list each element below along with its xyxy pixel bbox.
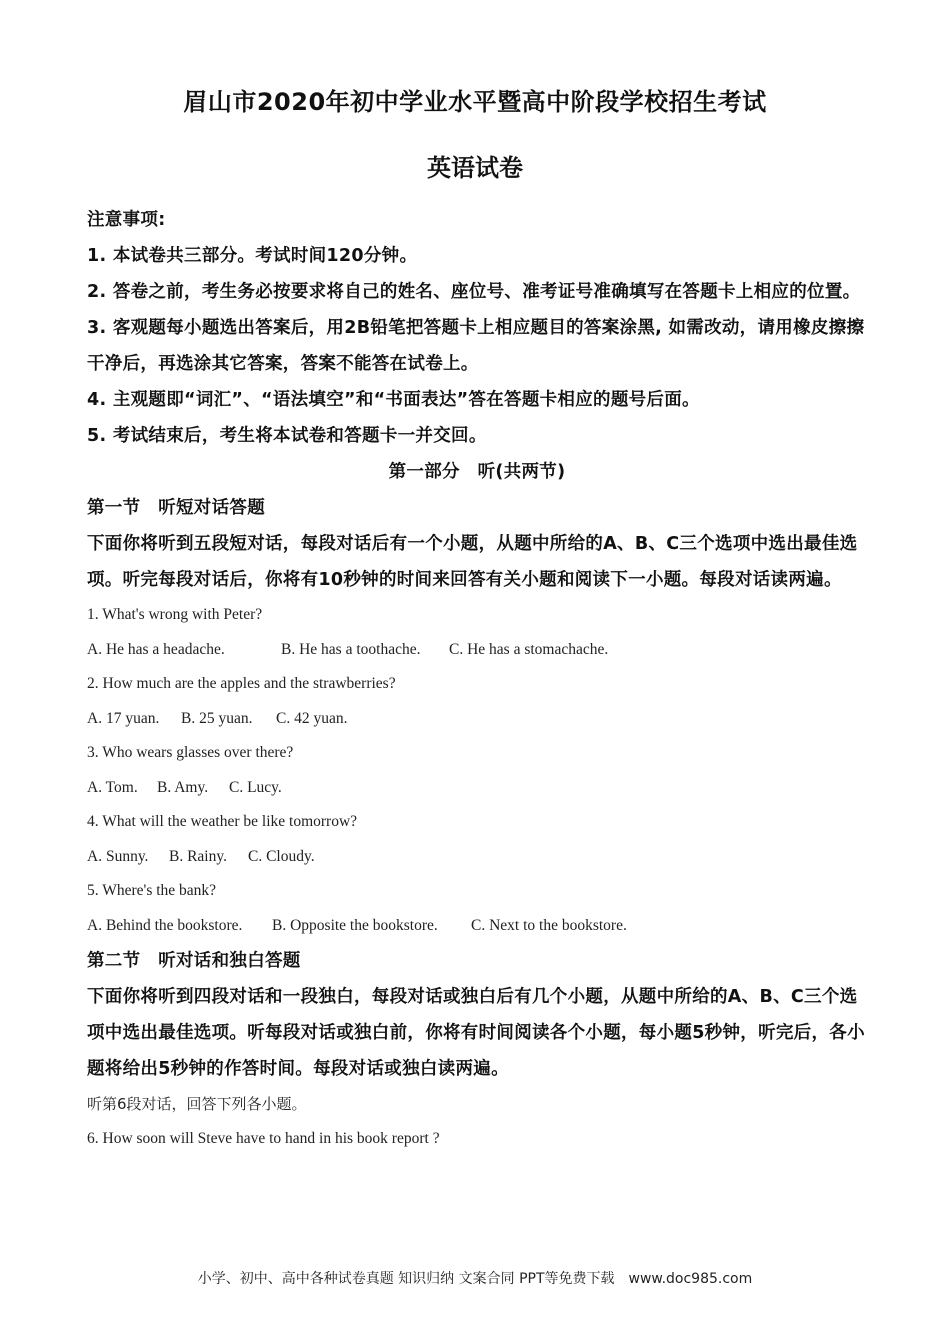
- footer-watermark: 小学、初中、高中各种试卷真题 知识归纳 文案合同 PPT等免费下载 www.doc985.com: [197, 1271, 753, 1287]
- option-a: A. Sunny.: [87, 847, 149, 865]
- question-6: 6. How soon will Steve have to hand in his book report ?: [87, 1129, 440, 1147]
- option-c: C. Next to the bookstore.: [471, 916, 627, 934]
- section2-instructions: 下面你将听到四段对话和一段独白，每段对话或独白后有几个小题，从题中所给的A、B、C三个选项中选出最佳选项。听每段对话或独白前，你将有时间阅读各个小题，每小题5秒钟，听完后，各小题将给出5秒钟的作答时间。每段对话或独白读两遍。: [87, 987, 865, 1079]
- note-item-4: 4. 主观题即“词汇”、“语法填空”和“书面表达”答在答题卡相应的题号后面。: [87, 390, 700, 410]
- option-c: C. Cloudy.: [248, 847, 315, 865]
- option-a: A. 17 yuan.: [87, 709, 160, 727]
- option-a: A. Behind the bookstore.: [87, 916, 243, 934]
- question-4-options: [87, 840, 867, 875]
- option-b: B. 25 yuan.: [181, 709, 253, 727]
- question-4: 4. What will the weather be like tomorrow?: [87, 813, 358, 830]
- note-item-1: 1. 本试卷共三部分。考试时间120分钟。: [87, 246, 418, 266]
- option-c: C. 42 yuan.: [276, 709, 348, 727]
- section1-instructions: 下面你将听到五段短对话，每段对话后有一个小题，从题中所给的A、B、C三个选项中选出最佳选项。听完每段对话后，你将有10秒钟的时间来回答有关小题和阅读下一小题。每段对话读两遍。: [87, 534, 858, 590]
- question-5: 5. Where's the bank?: [87, 882, 217, 899]
- notes-heading: 注意事项:: [87, 210, 166, 230]
- question-3-options: [87, 771, 867, 806]
- option-b: B. Opposite the bookstore.: [272, 916, 438, 934]
- option-b: B. He has a toothache.: [281, 640, 421, 658]
- question-1: 1. What's wrong with Peter?: [87, 606, 263, 623]
- exam-subtitle: 英语试卷: [427, 154, 523, 182]
- note-item-5: 5. 考试结束后，考生将本试卷和答题卡一并交回。: [87, 426, 487, 446]
- note-item-2: 2. 答卷之前，考生务必按要求将自己的姓名、座位号、准考证号准确填写在答题卡上相应的位置。: [87, 282, 861, 302]
- note-item-3: 3. 客观题每小题选出答案后，用2B铅笔把答题卡上相应题目的答案涂黑, 如需改动，请用橡皮擦擦干净后，再选涂其它答案，答案不能答在试卷上。: [87, 318, 865, 374]
- option-c: C. Lucy.: [229, 778, 282, 796]
- question-3: 3. Who wears glasses over there?: [87, 744, 294, 761]
- option-a: A. He has a headache.: [87, 640, 225, 658]
- dialog-6-note: 听第6段对话，回答下列各小题。: [87, 1095, 307, 1113]
- option-a: A. Tom.: [87, 778, 138, 796]
- question-2-options: [87, 702, 867, 737]
- exam-title: 眉山市2020年初中学业水平暨高中阶段学校招生考试: [183, 88, 767, 116]
- exam-body: [87, 202, 867, 1156]
- option-b: B. Rainy.: [169, 847, 227, 865]
- section1-heading: 第一节 听短对话答题: [87, 498, 265, 518]
- question-1-options: [87, 633, 867, 668]
- option-c: C. He has a stomachache.: [449, 640, 609, 658]
- part1-heading: 第一部分 听(共两节): [388, 462, 566, 482]
- section2-heading: 第二节 听对话和独白答题: [87, 951, 301, 971]
- question-2: 2. How much are the apples and the strawberries?: [87, 675, 396, 692]
- option-b: B. Amy.: [157, 778, 209, 796]
- question-5-options: [87, 909, 867, 944]
